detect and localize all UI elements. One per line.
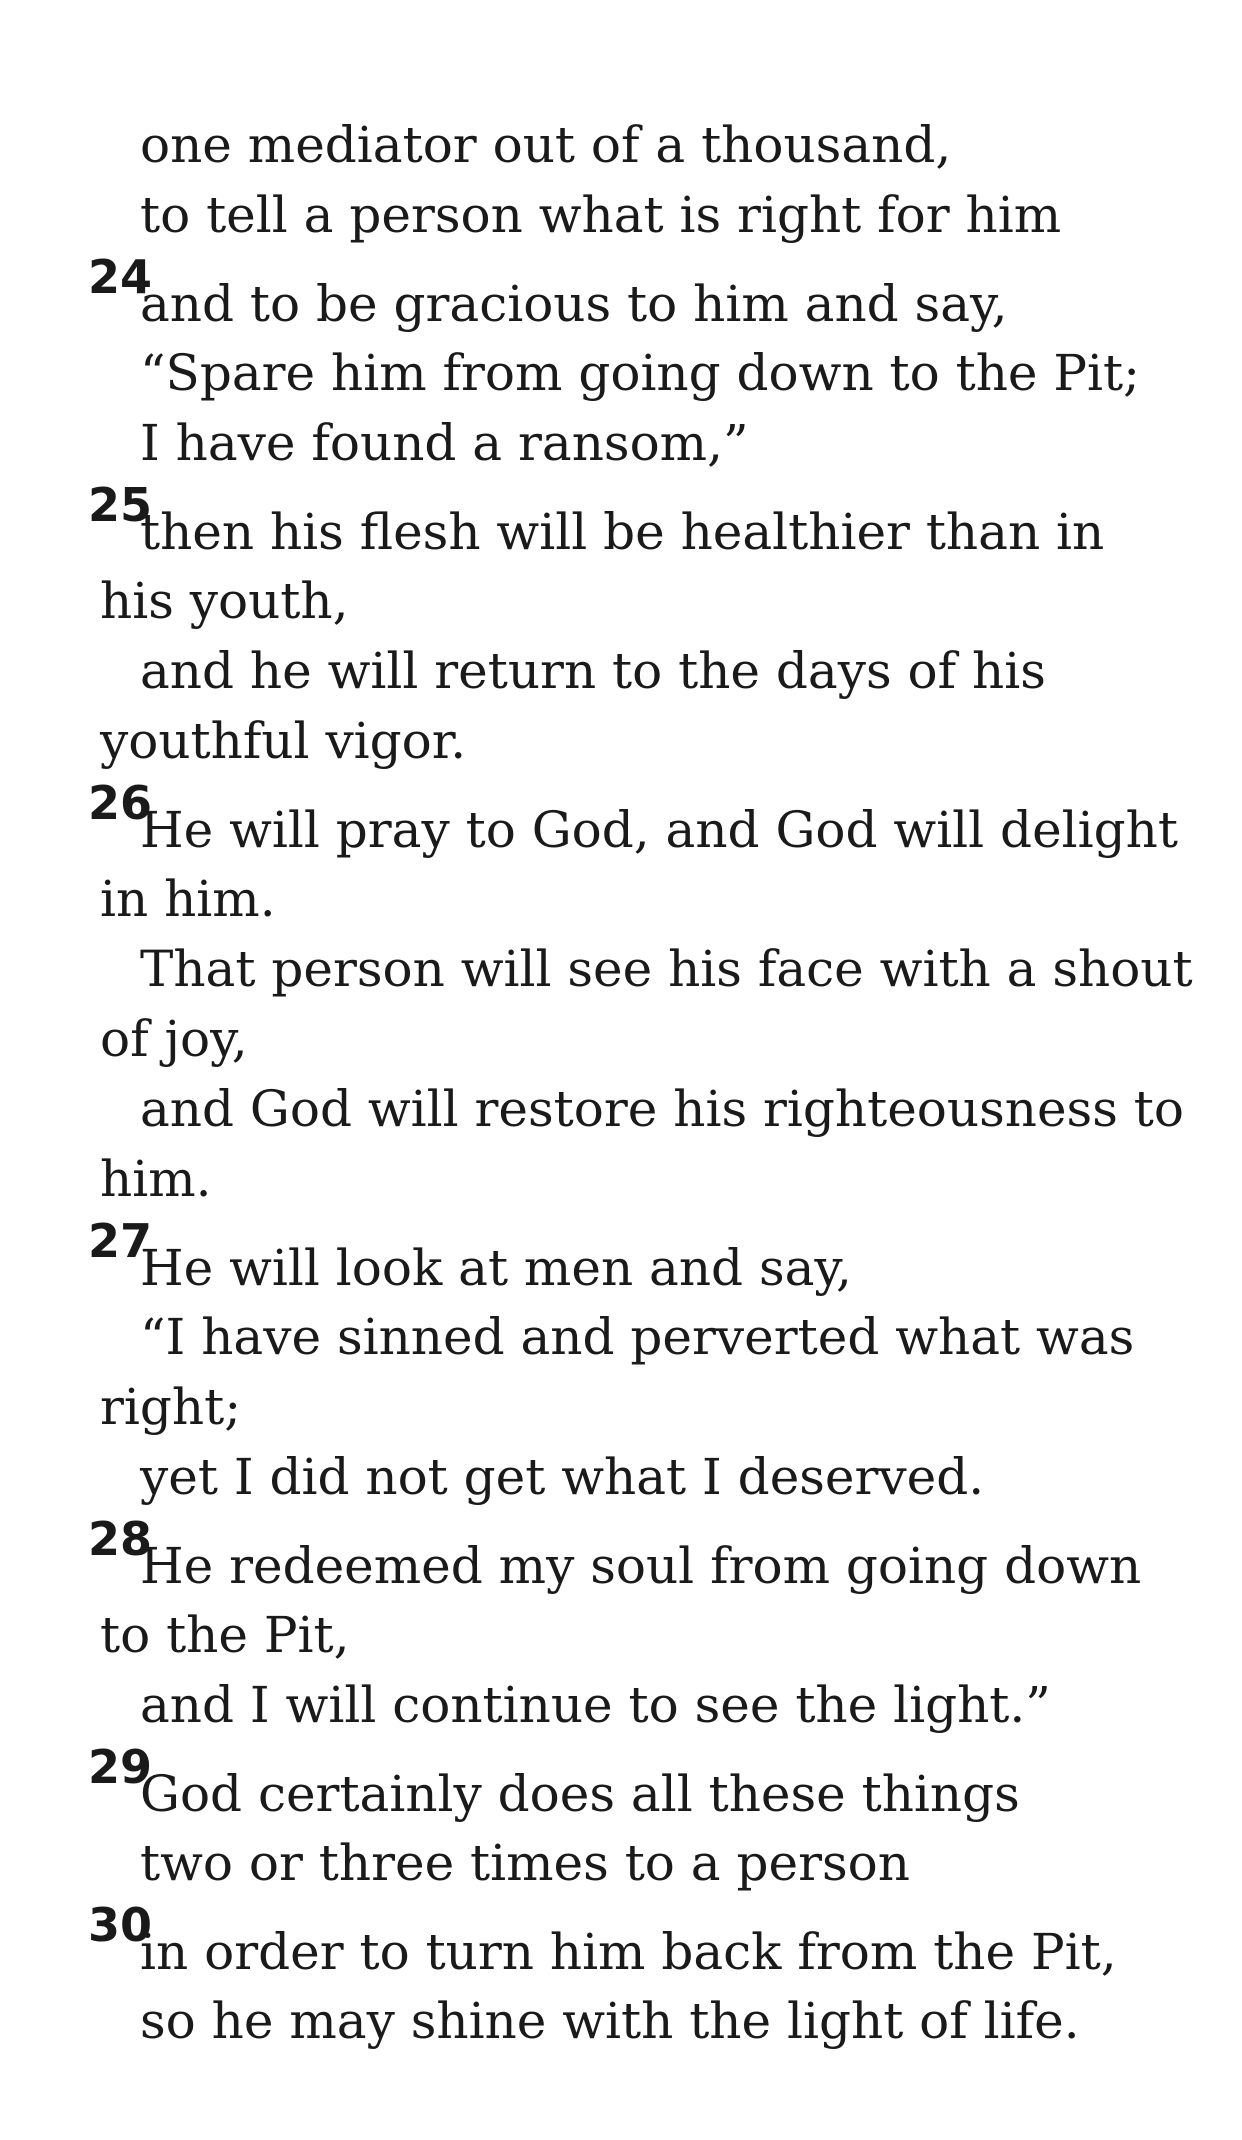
verse-number[interactable]: 26	[88, 776, 153, 830]
verse-text: and God will restore his righteousness to	[140, 1080, 1184, 1138]
verse-text: yet I did not get what I deserved.	[140, 1448, 985, 1506]
verse-text: He will look at men and say,	[140, 1239, 852, 1297]
verse-line	[0, 1512, 1242, 1600]
passage-line	[0, 864, 1242, 934]
verse-text: He redeemed my soul from going down	[140, 1537, 1142, 1595]
passage-line	[0, 1600, 1242, 1670]
verse-text: He will pray to God, and God will delight	[140, 801, 1178, 859]
verse-text: in him.	[100, 870, 276, 928]
verse-text: God certainly does all these things	[140, 1765, 1020, 1823]
passage-line	[0, 566, 1242, 636]
verse-text: and to be gracious to him and say,	[140, 275, 1008, 333]
verse-number[interactable]: 28	[88, 1512, 153, 1566]
passage-line	[0, 408, 1242, 478]
verse-text: two or three times to a person	[140, 1834, 910, 1892]
verse-text: “I have sinned and perverted what was	[140, 1308, 1135, 1366]
verse-line	[0, 776, 1242, 864]
passage-line	[0, 636, 1242, 706]
verse-text: in order to turn him back from the Pit,	[140, 1923, 1117, 1981]
verse-text: then his flesh will be healthier than in	[140, 503, 1105, 561]
verse-text: him.	[100, 1150, 212, 1208]
passage-line	[0, 706, 1242, 776]
verse-line	[0, 250, 1242, 338]
verse-text: one mediator out of a thousand,	[140, 116, 952, 174]
verse-number[interactable]: 24	[88, 250, 153, 304]
verse-line	[0, 1898, 1242, 1986]
passage-line	[0, 1828, 1242, 1898]
verse-line	[0, 1214, 1242, 1302]
verse-text: and I will continue to see the light.”	[140, 1676, 1051, 1734]
verse-text: right;	[100, 1378, 242, 1436]
verse-line	[0, 1740, 1242, 1828]
passage-line	[0, 1372, 1242, 1442]
passage-line	[0, 1986, 1242, 2056]
verse-text: his youth,	[100, 572, 349, 630]
passage-line	[0, 180, 1242, 250]
verse-text: to the Pit,	[100, 1606, 350, 1664]
passage-line	[0, 338, 1242, 408]
verse-text: That person will see his face with a shout	[140, 940, 1193, 998]
verse-number[interactable]: 30	[88, 1898, 153, 1952]
verse-text: I have found a ransom,”	[140, 414, 749, 472]
passage-line	[0, 1004, 1242, 1074]
verse-text: and he will return to the days of his	[140, 642, 1046, 700]
passage-line	[0, 1670, 1242, 1740]
scripture-passage	[0, 110, 1242, 2056]
passage-line	[0, 1302, 1242, 1372]
verse-number[interactable]: 27	[88, 1214, 153, 1268]
verse-number[interactable]: 29	[88, 1740, 153, 1794]
verse-line	[0, 478, 1242, 566]
verse-text: youthful vigor.	[100, 712, 467, 770]
passage-line	[0, 1074, 1242, 1144]
passage-line	[0, 110, 1242, 180]
verse-text: of joy,	[100, 1010, 248, 1068]
passage-line	[0, 1442, 1242, 1512]
verse-text: so he may shine with the light of life.	[140, 1992, 1080, 2050]
passage-line	[0, 934, 1242, 1004]
verse-text: “Spare him from going down to the Pit;	[140, 344, 1140, 402]
verse-number[interactable]: 25	[88, 478, 153, 532]
verse-text: to tell a person what is right for him	[140, 186, 1062, 244]
passage-line	[0, 1144, 1242, 1214]
